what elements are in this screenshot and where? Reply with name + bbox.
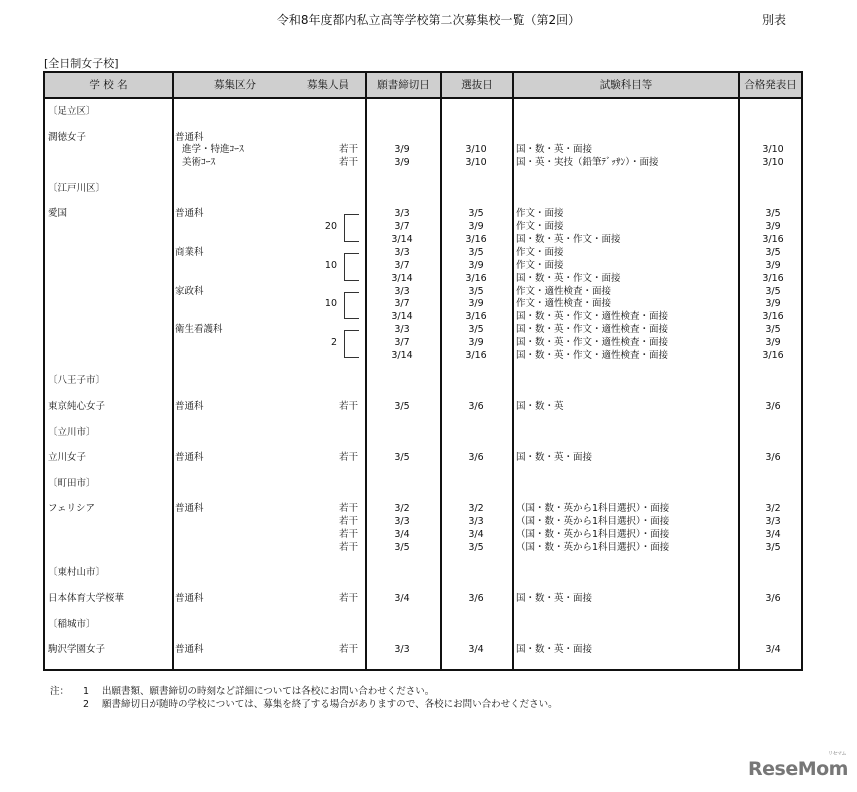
application-deadline: 3/3 (394, 285, 410, 297)
exam-subjects: 国・数・英・作文・面接 (516, 234, 621, 246)
table-body (45, 99, 801, 670)
header-subjects: 試験科目等 (599, 79, 653, 91)
region-row (45, 619, 801, 645)
course-name: 商業科 (175, 247, 204, 258)
result-date: 3/10 (762, 157, 784, 169)
exam-date: 3/4 (468, 529, 484, 540)
exam-subjects: 国・数・英 (516, 400, 564, 412)
exam-date: 3/6 (468, 593, 484, 605)
exam-date: 3/16 (465, 234, 487, 246)
course-name: 普通科 (175, 208, 204, 220)
exam-date: 3/6 (468, 400, 484, 412)
course-name: 進学・特進ｺｰｽ (182, 144, 244, 156)
resemom-logo (748, 751, 848, 780)
school-name: 愛国 (48, 208, 68, 220)
application-deadline: 3/4 (394, 529, 410, 540)
exam-subjects: 国・数・英・面接 (516, 593, 593, 605)
region-row (45, 427, 801, 453)
course-name: 普通科 (175, 593, 204, 605)
capacity: 若干 (338, 516, 358, 528)
exam-date: 3/5 (468, 285, 484, 297)
course-name: 家政科 (175, 285, 204, 297)
region-label: 〔町田市〕 (48, 477, 96, 489)
exam-subjects: 国・英・実技（鉛筆ﾃﾞｯｻﾝ）・面接 (516, 157, 659, 169)
exam-date: 3/6 (468, 452, 484, 464)
result-date: 3/5 (765, 324, 781, 336)
exam-date: 3/2 (468, 503, 484, 515)
application-deadline: 3/3 (394, 644, 410, 656)
application-deadline: 3/7 (394, 259, 410, 271)
exam-subjects: 作文・面接 (516, 208, 564, 220)
capacity: 若干 (338, 541, 358, 553)
exam-date: 3/5 (468, 247, 484, 258)
table-row (45, 529, 801, 542)
application-deadline: 3/7 (394, 298, 410, 310)
capacity: 10 (324, 259, 337, 271)
table-row (45, 644, 801, 657)
course-name: 普通科 (175, 131, 204, 143)
application-deadline: 3/9 (394, 157, 410, 169)
table-row (45, 260, 801, 273)
region-row (45, 375, 801, 401)
note-number: 1 (83, 686, 90, 697)
capacity: 若干 (338, 644, 358, 656)
application-deadline: 3/3 (394, 208, 410, 220)
capacity: 若干 (338, 400, 358, 412)
application-deadline: 3/5 (394, 541, 410, 553)
result-date: 3/9 (765, 221, 781, 233)
exam-date: 3/4 (468, 644, 484, 656)
result-date: 3/5 (765, 285, 781, 297)
exam-date: 3/16 (465, 349, 487, 361)
capacity: 20 (324, 221, 337, 233)
application-deadline: 3/5 (394, 400, 410, 412)
application-deadline: 3/7 (394, 221, 410, 233)
result-date: 3/5 (765, 541, 781, 553)
note-number: 2 (83, 699, 90, 710)
region-label: 〔稲城市〕 (48, 618, 96, 630)
application-deadline: 3/3 (394, 247, 410, 258)
capacity: 若干 (338, 144, 358, 156)
category-label: [全日制女子校] (44, 57, 119, 70)
exam-subjects: 国・数・英・面接 (516, 144, 593, 156)
result-date: 3/4 (765, 529, 781, 540)
application-deadline: 3/14 (391, 272, 413, 284)
exam-subjects: 国・数・英・作文・面接 (516, 272, 621, 284)
course-name: 衛生看護科 (175, 324, 223, 336)
school-name: 東京純心女子 (48, 400, 106, 412)
exam-subjects: 作文・適性検査・面接 (516, 285, 612, 297)
application-deadline: 3/14 (391, 349, 413, 361)
table-row (45, 157, 801, 170)
result-date: 3/16 (762, 311, 784, 323)
table-row (45, 503, 801, 516)
table-header (45, 73, 801, 99)
region-label: 〔足立区〕 (48, 106, 96, 117)
note-text: 出願書類、願書締切の時刻など詳細については各校にお問い合わせください。 (102, 686, 435, 697)
result-date: 3/6 (765, 400, 781, 412)
table-row (45, 401, 801, 414)
exam-date: 3/9 (468, 221, 484, 233)
exam-subjects: 国・数・英・作文・適性検査・面接 (516, 324, 669, 336)
exam-subjects: 国・数・英・面接 (516, 452, 593, 464)
note-text: 願書締切日が随時の学校については、募集を終了する場合がありますので、各校にお問い合わせください。 (102, 699, 558, 710)
application-deadline: 3/4 (394, 593, 410, 605)
table-row (45, 286, 801, 299)
course-name: 美術ｺｰｽ (182, 157, 216, 169)
course-name: 普通科 (175, 644, 204, 656)
course-name: 普通科 (175, 503, 204, 515)
logo-kana: リセマム (828, 751, 846, 757)
school-name: 駒沢学園女子 (48, 644, 106, 656)
exam-date: 3/16 (465, 311, 487, 323)
result-date: 3/3 (765, 516, 781, 528)
exam-date: 3/5 (468, 208, 484, 220)
table-row (45, 311, 801, 324)
table-row (45, 132, 801, 145)
result-date: 3/9 (765, 336, 781, 348)
application-deadline: 3/14 (391, 234, 413, 246)
table-row (45, 516, 801, 529)
application-deadline: 3/14 (391, 311, 413, 323)
exam-subjects: 国・数・英・面接 (516, 644, 593, 656)
result-date: 3/9 (765, 259, 781, 271)
table-row (45, 452, 801, 465)
school-name: 日本体育大学桜華 (48, 593, 125, 605)
capacity: 2 (330, 336, 337, 348)
header-deadline: 願書締切日 (377, 79, 430, 91)
exam-date: 3/9 (468, 259, 484, 271)
exam-subjects: 国・数・英・作文・適性検査・面接 (516, 311, 669, 323)
exam-date: 3/10 (465, 157, 487, 169)
table-row (45, 593, 801, 606)
capacity: 若干 (338, 503, 358, 515)
school-name: 潤徳女子 (48, 131, 87, 143)
result-date: 3/4 (765, 644, 781, 656)
exam-date: 3/16 (465, 272, 487, 284)
exam-subjects: （国・数・英から1科目選択）・面接 (516, 529, 670, 540)
course-name: 普通科 (175, 400, 204, 412)
result-date: 3/2 (765, 503, 781, 515)
result-date: 3/5 (765, 247, 781, 258)
exam-subjects: 作文・面接 (516, 259, 564, 271)
result-date: 3/16 (762, 349, 784, 361)
table-row (45, 350, 801, 363)
capacity: 若干 (338, 529, 358, 540)
annex-label: 別表 (762, 13, 787, 27)
exam-subjects: 作文・面接 (516, 247, 564, 258)
exam-subjects: （国・数・英から1科目選択）・面接 (516, 503, 670, 515)
result-date: 3/16 (762, 272, 784, 284)
capacity: 若干 (338, 452, 358, 464)
header-exam-date: 選抜日 (461, 79, 493, 91)
school-name: 立川女子 (48, 452, 87, 464)
result-date: 3/9 (765, 298, 781, 310)
result-date: 3/6 (765, 452, 781, 464)
exam-date: 3/3 (468, 516, 484, 528)
school-name: フェリシア (48, 503, 96, 515)
region-row (45, 567, 801, 593)
logo-text: ReseMom (748, 758, 848, 780)
table-row (45, 234, 801, 247)
header-division: 募集区分 (214, 79, 256, 91)
table-row (45, 273, 801, 286)
table-row (45, 144, 801, 157)
region-label: 〔江戸川区〕 (48, 182, 106, 194)
table-row (45, 247, 801, 260)
exam-subjects: 国・数・英・作文・適性検査・面接 (516, 336, 669, 348)
result-date: 3/16 (762, 234, 784, 246)
table-row (45, 324, 801, 337)
table-row (45, 337, 801, 350)
exam-subjects: （国・数・英から1科目選択）・面接 (516, 516, 670, 528)
exam-subjects: 国・数・英・作文・適性検査・面接 (516, 349, 669, 361)
application-deadline: 3/3 (394, 324, 410, 336)
exam-date: 3/9 (468, 298, 484, 310)
exam-subjects: 作文・適性検査・面接 (516, 298, 612, 310)
table-row (45, 298, 801, 311)
notes-label: 注： (50, 686, 70, 697)
region-label: 〔立川市〕 (48, 426, 96, 438)
course-name: 普通科 (175, 452, 204, 464)
header-school: 学 校 名 (89, 79, 128, 91)
result-date: 3/5 (765, 208, 781, 220)
region-row (45, 106, 801, 132)
region-label: 〔八王子市〕 (48, 375, 106, 387)
exam-subjects: （国・数・英から1科目選択）・面接 (516, 541, 670, 553)
document-title: 令和8年度都内私立高等学校第二次募集校一覧（第2回） (276, 13, 581, 27)
region-row (45, 183, 801, 209)
application-deadline: 3/5 (394, 452, 410, 464)
exam-date: 3/10 (465, 144, 487, 156)
application-deadline: 3/7 (394, 336, 410, 348)
application-deadline: 3/3 (394, 516, 410, 528)
application-deadline: 3/9 (394, 144, 410, 156)
exam-date: 3/9 (468, 336, 484, 348)
region-row (45, 478, 801, 504)
region-label: 〔東村山市〕 (48, 567, 106, 579)
exam-date: 3/5 (468, 541, 484, 553)
capacity: 若干 (338, 593, 358, 605)
capacity: 10 (324, 298, 337, 310)
result-date: 3/6 (765, 593, 781, 605)
table-row (45, 542, 801, 555)
schools-table (43, 71, 803, 671)
exam-date: 3/5 (468, 324, 484, 336)
result-date: 3/10 (762, 144, 784, 156)
application-deadline: 3/2 (394, 503, 410, 515)
capacity: 若干 (338, 157, 358, 169)
header-capacity: 募集人員 (307, 79, 349, 91)
exam-subjects: 作文・面接 (516, 221, 564, 233)
table-row (45, 208, 801, 221)
table-row (45, 221, 801, 234)
header-result: 合格発表日 (744, 79, 797, 91)
